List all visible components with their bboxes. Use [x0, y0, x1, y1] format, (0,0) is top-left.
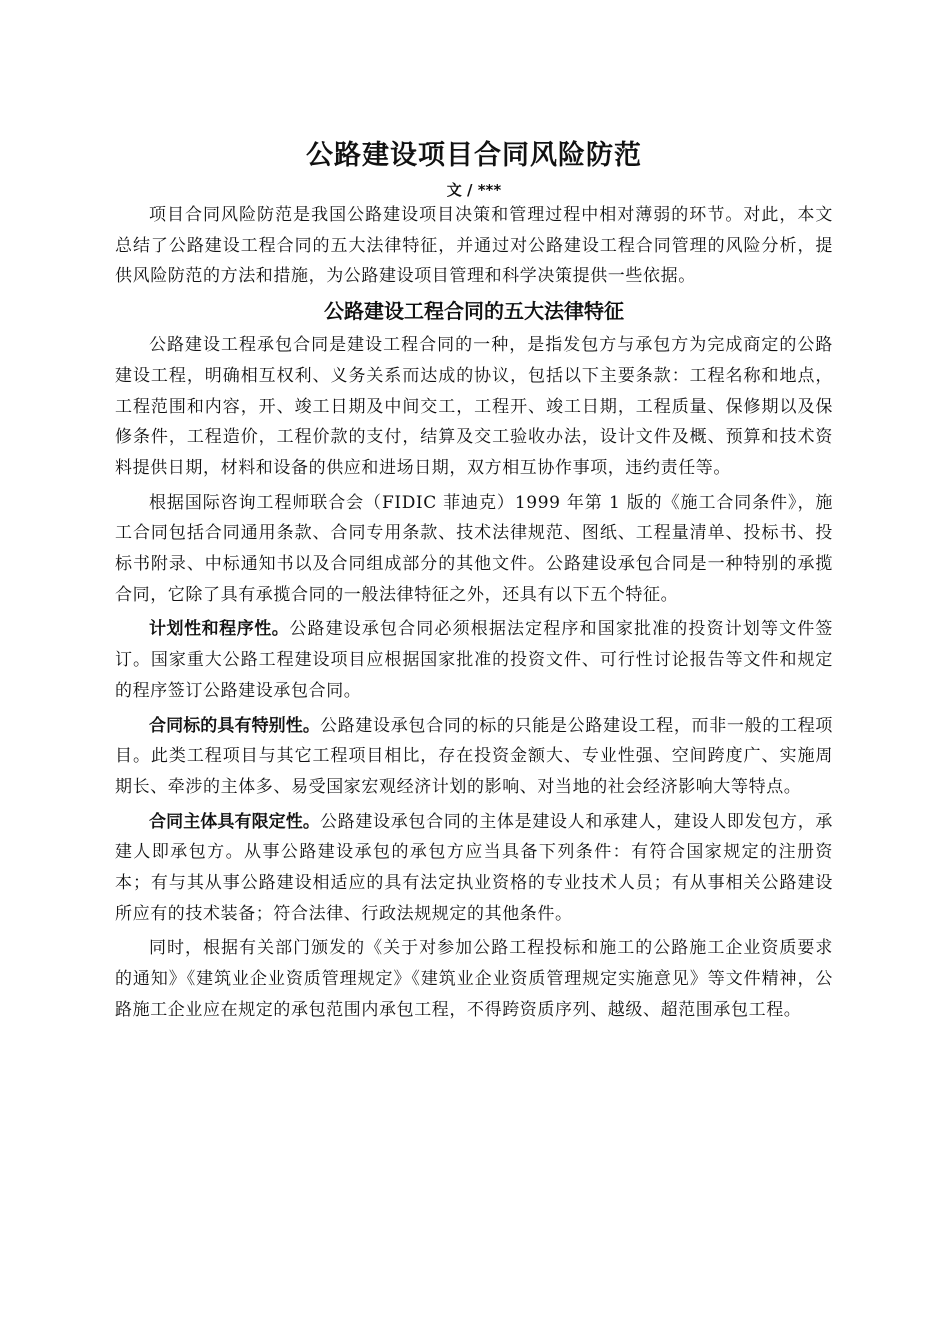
feature-lead-subject: 合同标的具有特别性。 [149, 715, 320, 736]
feature-body-planning: 公路建设承包合同必须根据法定程序和国家批准的投资计划等文件签订。国家重大公路工程建设项目应根据国家批准的投资文件、可行性讨论报告等文件和规定的程序签订公路建设承包合同。 [115, 619, 834, 701]
paragraph-feature-planning [115, 614, 833, 706]
paragraph-feature-subject [115, 711, 833, 803]
paragraph-contract-definition: 公路建设工程承包合同是建设工程合同的一种，是指发包方与承包方为完成商定的公路建设工程，明确相互权利、义务关系而达成的协议，包括以下主要条款：工程名称和地点，工程范围和内容，开、竣工日期及中间交工，工程开、竣工日期，工程质量、保修期以及保修条件，工程造价，工程价款的支付，结算及交工验收办法，设计文件及概、预算和技术资料提供日期，材料和设备的供应和进场日期，双方相互协作事项，违约责任等。 [115, 335, 833, 478]
paragraph-feature-parties [115, 807, 833, 930]
document-title: 公路建设项目合同风险防范 [306, 140, 642, 171]
intro-paragraph: 项目合同风险防范是我国公路建设项目决策和管理过程中相对薄弱的环节。对此，本文总结了公路建设工程合同的五大法律特征，并通过对公路建设工程合同管理的风险分析，提供风险防范的方法和措施，为公路建设项目管理和科学决策提供一些依据。 [115, 205, 833, 287]
paragraph-fidic: 根据国际咨询工程师联合会（FIDIC 菲迪克）1999 年第 1 版的《施工合同条件》，施工合同包括合同通用条款、合同专用条款、技术法律规范、图纸、工程量清单、投标书、投标书附录、中标通知书以及合同组成部分的其他文件。公路建设承包合同是一种特别的承揽合同，它除了具有承揽合同的一般法律特征之外，还具有以下五个特征。 [115, 492, 833, 605]
document-page [115, 128, 833, 1026]
paragraph-qualification: 同时，根据有关部门颁发的《关于对参加公路工程投标和施工的公路施工企业资质要求的通知》《建筑业企业资质管理规定》《建筑业企业资质管理规定实施意见》等文件精神，公路施工企业应在规定的承包范围内承包工程，不得跨资质序列、越级、超范围承包工程。 [115, 938, 833, 1020]
feature-body-parties: 公路建设承包合同的主体是建设人和承建人，建设人即发包方，承建人即承包方。从事公路建设承包的承包方应当具备下列条件：有符合国家规定的注册资本；有与其从事公路建设相适应的具有法定执业资格的专业技术人员；有从事相关公路建设所应有的技术装备；符合法律、行政法规规定的其他条件。 [115, 811, 833, 924]
feature-lead-parties: 合同主体具有限定性。 [149, 811, 320, 832]
section-heading: 公路建设工程合同的五大法律特征 [324, 299, 624, 324]
feature-lead-planning: 计划性和程序性。 [149, 619, 290, 640]
author-line: 文 / *** [446, 181, 502, 199]
feature-body-subject: 公路建设承包合同的标的只能是公路建设工程，而非一般的工程项目。此类工程项目与其它工程项目相比，存在投资金额大、专业性强、空间跨度广、实施周期长、牵涉的主体多、易受国家宏观经济计划的影响、对当地的社会经济影响大等特点。 [115, 715, 833, 797]
